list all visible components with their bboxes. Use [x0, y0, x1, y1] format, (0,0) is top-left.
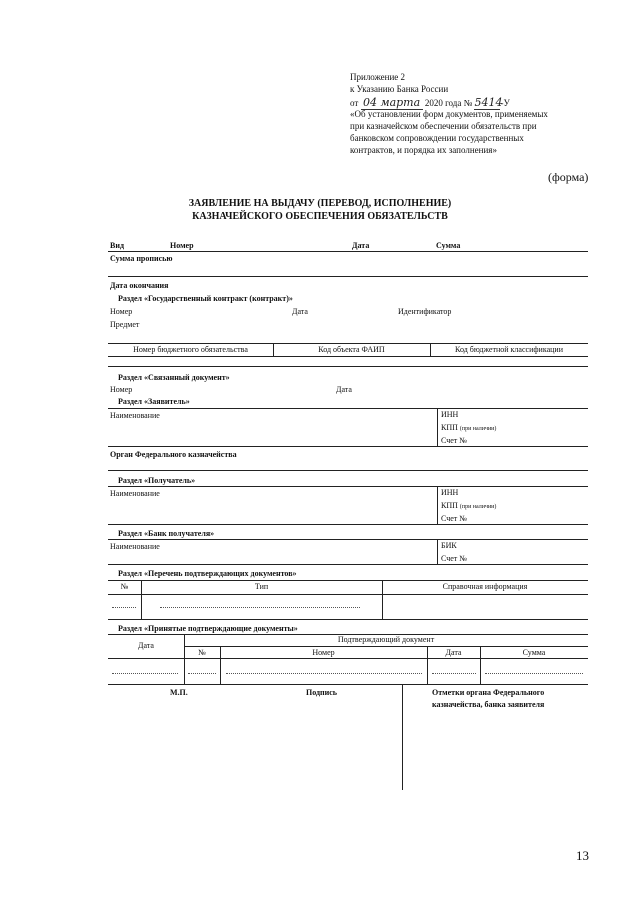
dotted-fill-line: [112, 673, 178, 674]
form-title-line-2: КАЗНАЧЕЙСКОГО ОБЕСПЕЧЕНИЯ ОБЯЗАТЕЛЬСТВ: [192, 211, 448, 222]
appendix-line-6: банковском сопровождении государственных: [350, 133, 524, 143]
dotted-fill-line: [226, 673, 422, 674]
marks-line-2: казначейства, банка заявителя: [432, 700, 545, 709]
appendix-line-3: [350, 96, 510, 110]
divider: [108, 470, 588, 471]
dotted-fill-line: [112, 607, 136, 608]
recipient-kpp-label: КПП: [441, 501, 458, 510]
signature-label: Подпись: [306, 688, 338, 697]
bank-schet: Счет №: [441, 554, 467, 563]
divider: [108, 366, 588, 367]
table-border: [108, 356, 588, 357]
page-number: 13: [576, 848, 589, 863]
divider: [108, 524, 588, 525]
appendix-date-prefix: от: [350, 98, 359, 108]
table-border: [108, 684, 588, 685]
contract-nomer: Номер: [110, 307, 133, 316]
form-title-line-1: ЗАЯВЛЕНИЕ НА ВЫДАЧУ (ПЕРЕВОД, ИСПОЛНЕНИЕ): [188, 198, 452, 209]
confirm-col-num: №: [120, 582, 129, 591]
treasury-label: Орган Федерального казначейства: [110, 450, 237, 459]
table-border: [108, 343, 588, 344]
applicant-kpp: [441, 423, 496, 432]
contract-predmet: Предмет: [110, 320, 140, 329]
dotted-fill-line: [160, 607, 360, 608]
bank-bik: БИК: [441, 541, 457, 550]
dotted-fill-line: [485, 673, 583, 674]
stamp-mp: М.П.: [170, 688, 188, 697]
handwritten-date: 04 марта: [361, 96, 423, 110]
applicant-kpp-note: (при наличии): [459, 426, 497, 432]
linked-doc-nomer: Номер: [110, 385, 133, 394]
budget-col-faip: Код объекта ФАИП: [318, 345, 385, 354]
divider: [108, 276, 588, 277]
applicant-naimenovanie: Наименование: [110, 411, 160, 420]
appendix-number-suffix: -У: [500, 98, 510, 108]
appendix-line-7: контрактов, и порядка их заполнения»: [350, 145, 497, 155]
appendix-line-4: «Об установлении форм документов, применяемых: [350, 109, 548, 119]
recipient-schet: Счет №: [441, 514, 467, 523]
section-accepted: Раздел «Принятые подтверждающие документы»: [118, 624, 298, 633]
accepted-col-num: №: [198, 648, 206, 657]
applicant-kpp-label: КПП: [441, 423, 458, 432]
linked-doc-data: Дата: [336, 385, 352, 394]
section-recipient: Раздел «Получатель»: [118, 476, 196, 485]
confirm-col-type: Тип: [254, 582, 269, 591]
form-label: (форма): [548, 170, 589, 184]
accepted-col-data: Дата: [445, 648, 462, 657]
divider: [402, 684, 403, 790]
confirm-col-info: Справочная информация: [442, 582, 528, 591]
recipient-kpp: [441, 501, 496, 510]
accepted-col-nomer: Номер: [312, 648, 335, 657]
divider: [108, 486, 588, 487]
applicant-inn: ИНН: [441, 410, 459, 419]
recipient-inn: ИНН: [441, 488, 459, 497]
recipient-naimenovanie: Наименование: [110, 489, 160, 498]
section-confirm-list: Раздел «Перечень подтверждающих документов»: [118, 569, 297, 578]
section-applicant: Раздел «Заявитель»: [118, 397, 190, 406]
table-border: [184, 646, 588, 647]
divider: [108, 408, 588, 409]
divider: [108, 251, 588, 252]
bank-naimenovanie: Наименование: [110, 542, 160, 551]
divider: [108, 446, 588, 447]
table-border: [108, 594, 588, 595]
accepted-group-header: Подтверждающий документ: [337, 635, 435, 644]
table-border: [108, 658, 588, 659]
marks-line-1: Отметки органа Федерального: [432, 688, 545, 697]
accepted-col-summa: Сумма: [522, 648, 546, 657]
field-vid: Вид: [110, 241, 124, 250]
section-contract: Раздел «Государственный контракт (контракт)»: [118, 294, 293, 303]
section-linked-doc: Раздел «Связанный документ»: [118, 373, 230, 382]
applicant-schet: Счет №: [441, 436, 467, 445]
table-border: [108, 580, 588, 581]
dotted-fill-line: [188, 673, 216, 674]
dotted-fill-line: [432, 673, 476, 674]
appendix-line-1: Приложение 2: [350, 72, 406, 82]
section-bank: Раздел «Банк получателя»: [118, 529, 215, 538]
field-data-okonchaniya: Дата окончания: [110, 281, 169, 290]
handwritten-number: 5414: [474, 96, 503, 109]
divider: [108, 564, 588, 565]
budget-col-obligation: Номер бюджетного обязательства: [133, 345, 248, 354]
divider: [108, 539, 588, 540]
table-border: [108, 619, 588, 620]
appendix-line-2: к Указанию Банка России: [350, 84, 449, 94]
appendix-line-5: при казначейском обеспечении обязательств при: [350, 121, 537, 131]
appendix-year: 2020 года №: [424, 98, 473, 108]
field-data: Дата: [352, 241, 370, 250]
contract-identifikator: Идентификатор: [398, 307, 452, 316]
field-nomer: Номер: [170, 241, 194, 250]
contract-data: Дата: [292, 307, 308, 316]
accepted-col-date: Дата: [138, 641, 154, 650]
divider: [437, 539, 438, 564]
divider: [437, 486, 438, 524]
recipient-kpp-note: (при наличии): [459, 504, 497, 510]
field-summa: Сумма: [436, 241, 461, 250]
budget-col-kbk: Код бюджетной классификации: [455, 345, 563, 354]
divider: [437, 408, 438, 446]
field-summa-propisyu: Сумма прописью: [110, 254, 173, 263]
